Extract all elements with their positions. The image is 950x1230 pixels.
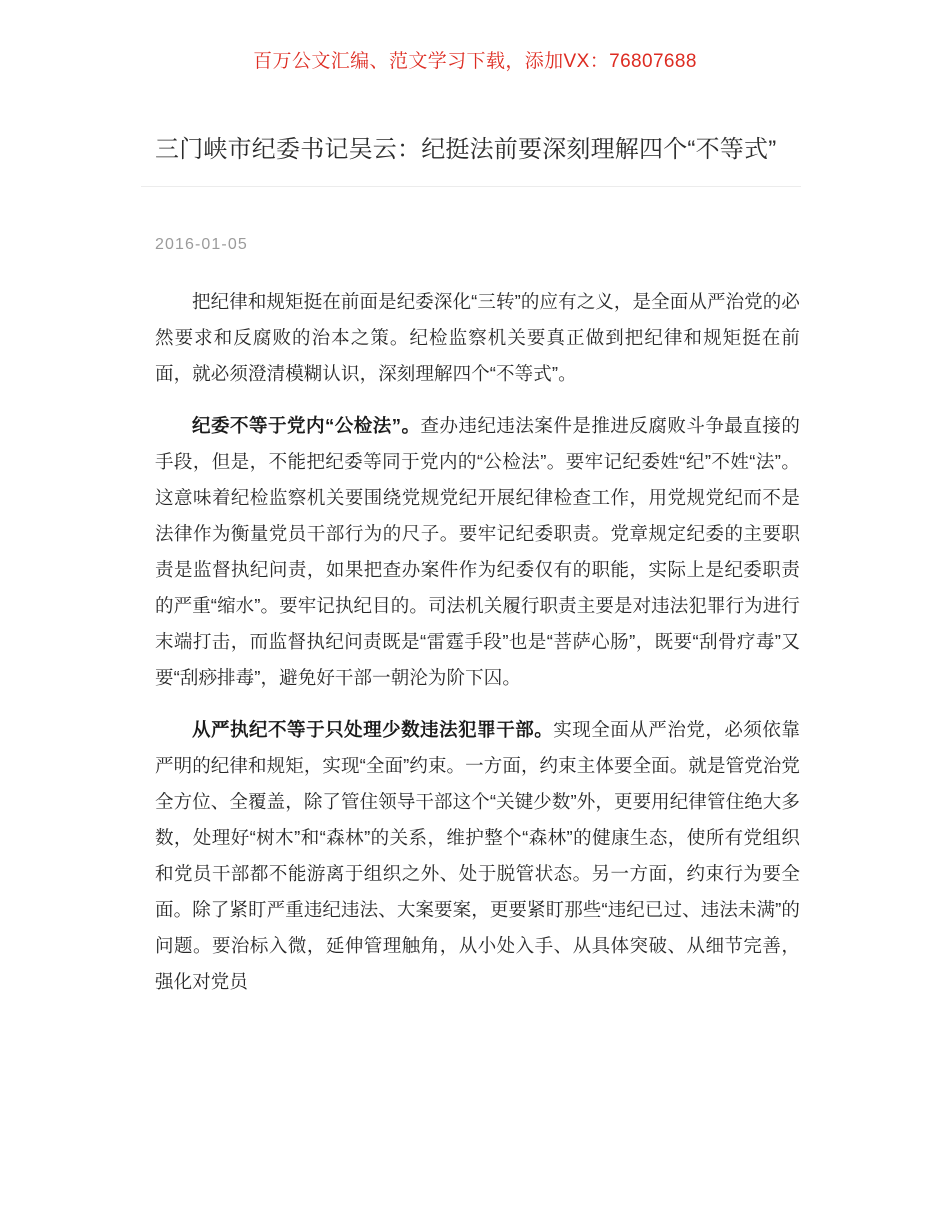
paragraph: [155, 712, 800, 1000]
paragraph: [155, 284, 800, 392]
page-title: 三门峡市纪委书记吴云：纪挺法前要深刻理解四个“不等式”: [155, 136, 777, 163]
paragraph-lead: 纪委不等于党内“公检法”。: [192, 415, 421, 436]
paragraph-text: 查办违纪违法案件是推进反腐败斗争最直接的手段，但是，不能把纪委等同于党内的“公检法”。要牢记纪委姓“纪”不姓“法”。这意味着纪检监察机关要围绕党规党纪开展纪律检查工作，用党规党纪而不是法律作为衡量党员干部行为的尺子。要牢记纪委职责。党章规定纪委的主要职责是监督执纪问责，如果把查办案件作为纪委仅有的职能，实际上是纪委职责的严重“缩水”。要牢记执纪目的。司法机关履行职责主要是对违法犯罪行为进行末端打击，而监督执纪问责既是“雷霆手段”也是“菩萨心肠”，既要“刮骨疗毒”又要“刮痧排毒”，避免好干部一朝沦为阶下囚。: [155, 415, 800, 688]
article-container: [155, 132, 800, 1000]
article-body: [155, 284, 800, 1000]
paragraph-lead: 从严执纪不等于只处理少数违法犯罪干部。: [192, 719, 554, 740]
paragraph: [155, 408, 800, 696]
promo-banner: 百万公文汇编、范文学习下载，添加VX：76807688: [253, 51, 697, 72]
publish-date: 2016-01-05: [155, 236, 248, 253]
paragraph-text: 把纪律和规矩挺在前面是纪委深化“三转”的应有之义，是全面从严治党的必然要求和反腐败的治本之策。纪检监察机关要真正做到把纪律和规矩挺在前面，就必须澄清模糊认识，深刻理解四个“不等式”。: [155, 291, 800, 384]
paragraph-text: 实现全面从严治党，必须依靠严明的纪律和规矩，实现“全面”约束。一方面，约束主体要全面。就是管党治党全方位、全覆盖，除了管住领导干部这个“关键少数”外，更要用纪律管住绝大多数，处理好“树木”和“森林”的关系，维护整个“森林”的健康生态，使所有党组织和党员干部都不能游离于组织之外、处于脱管状态。另一方面，约束行为要全面。除了紧盯严重违纪违法、大案要案，更要紧盯那些“违纪已过、违法未满”的问题。要治标入微，延伸管理触角，从小处入手、从具体突破、从细节完善，强化对党员: [155, 719, 800, 992]
title-divider: [141, 186, 801, 187]
